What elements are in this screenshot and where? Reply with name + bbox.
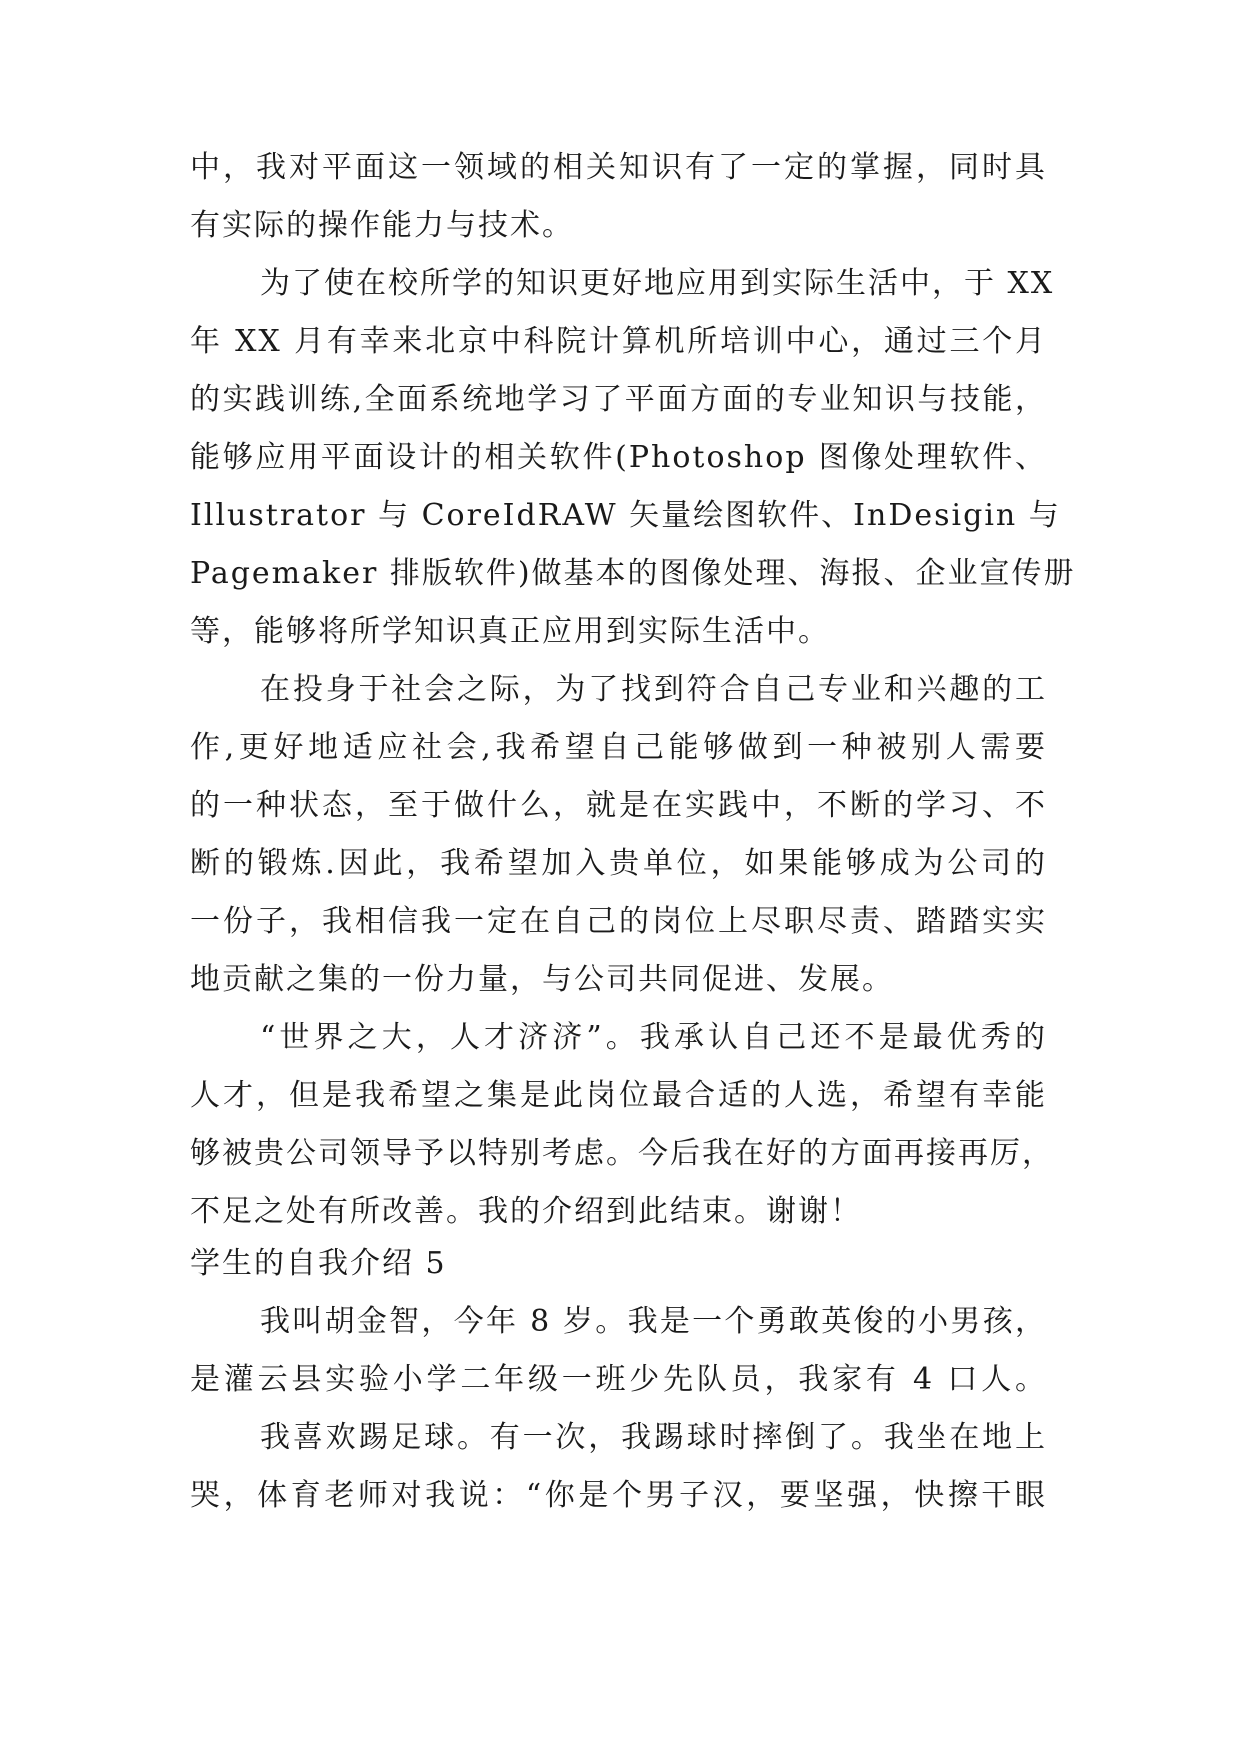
paragraph-line: 地贡献之集的一份力量，与公司共同促进、发展。	[190, 962, 894, 997]
paragraph-line: 哭，体育老师对我说：“你是个男子汉，要坚强，快擦干眼	[190, 1478, 1047, 1513]
paragraph-line: 人才，但是我希望之集是此岗位最合适的人选，希望有幸能	[190, 1078, 1047, 1113]
paragraph-line: 年 XX 月有幸来北京中科院计算机所培训中心，通过三个月	[190, 324, 1047, 359]
paragraph-line: 一份子，我相信我一定在自己的岗位上尽职尽责、踏踏实实	[190, 904, 1047, 939]
paragraph-line: 作,更好地适应社会,我希望自己能够做到一种被别人需要	[190, 730, 1047, 765]
paragraph-line: 在投身于社会之际，为了找到符合自己专业和兴趣的工	[260, 672, 1047, 707]
paragraph-line: 中，我对平面这一领域的相关知识有了一定的掌握，同时具	[190, 150, 1047, 185]
paragraph-line: 我喜欢踢足球。有一次，我踢球时摔倒了。我坐在地上	[260, 1420, 1047, 1455]
paragraph-line: 断的锻炼.因此，我希望加入贵单位，如果能够成为公司的	[190, 846, 1047, 881]
paragraph-line: 够被贵公司领导予以特别考虑。今后我在好的方面再接再厉，	[190, 1136, 1054, 1171]
paragraph-line: 等，能够将所学知识真正应用到实际生活中。	[190, 614, 830, 649]
paragraph-line: 我叫胡金智，今年 8 岁。我是一个勇敢英俊的小男孩，	[260, 1304, 1047, 1339]
paragraph-line: 不足之处有所改善。我的介绍到此结束。谢谢！	[190, 1194, 862, 1229]
section-heading: 学生的自我介绍 5	[190, 1246, 447, 1281]
paragraph-line: 的一种状态，至于做什么，就是在实践中，不断的学习、不	[190, 788, 1047, 823]
paragraph-line: 的实践训练,全面系统地学习了平面方面的专业知识与技能，	[190, 382, 1047, 417]
paragraph-line: Illustrator 与 CoreIdRAW 矢量绘图软件、InDesigin 与	[190, 498, 1061, 533]
paragraph-line: 为了使在校所学的知识更好地应用到实际生活中，于 XX	[260, 266, 1055, 301]
paragraph-line: “世界之大，人才济济”。我承认自己还不是最优秀的	[260, 1020, 1047, 1055]
paragraph-line: Pagemaker 排版软件)做基本的图像处理、海报、企业宣传册	[190, 556, 1076, 591]
paragraph-line: 能够应用平面设计的相关软件(Photoshop 图像处理软件、	[190, 440, 1047, 475]
paragraph-line: 是灌云县实验小学二年级一班少先队员，我家有 4 口人。	[190, 1362, 1047, 1397]
paragraph-line: 有实际的操作能力与技术。	[190, 208, 574, 243]
